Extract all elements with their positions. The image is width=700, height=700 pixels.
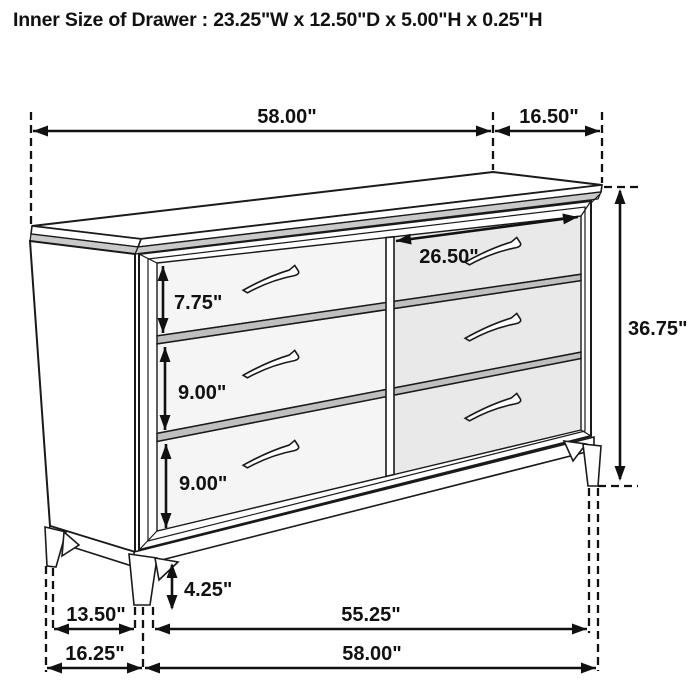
dim-label-top-drawer-height: 7.75": [174, 292, 223, 314]
dim-label-middle-drawer-height: 9.00": [178, 382, 227, 404]
center-stile: [386, 237, 394, 477]
left-side-panel: [30, 241, 135, 552]
dim-label-leg-height: 4.25": [184, 579, 233, 601]
dim-label-base-depth: 16.25": [65, 643, 125, 665]
dim-label-bottom-drawer-height: 9.00": [179, 473, 228, 495]
dim-label-drawer-front-width: 26.50": [419, 246, 479, 268]
overall-height-dimension: [598, 187, 688, 486]
leg-height-dimension: [167, 563, 233, 610]
dim-label-leg-spacing-depth: 13.50": [66, 604, 126, 626]
dim-label-top-width: 58.00": [257, 106, 317, 128]
front-left-leg: [129, 554, 157, 605]
dim-label-inner-base-width: 55.25": [341, 604, 401, 626]
dresser-drawing: [30, 172, 602, 605]
dim-label-base-width: 58.00": [342, 643, 402, 665]
front-right-leg: [583, 444, 601, 486]
dim-label-top-depth: 16.50": [519, 106, 579, 128]
page-title: Inner Size of Drawer : 23.25"W x 12.50"D x 5.00"H x 0.25"H: [13, 9, 543, 31]
dim-label-overall-height: 36.75": [628, 318, 688, 340]
